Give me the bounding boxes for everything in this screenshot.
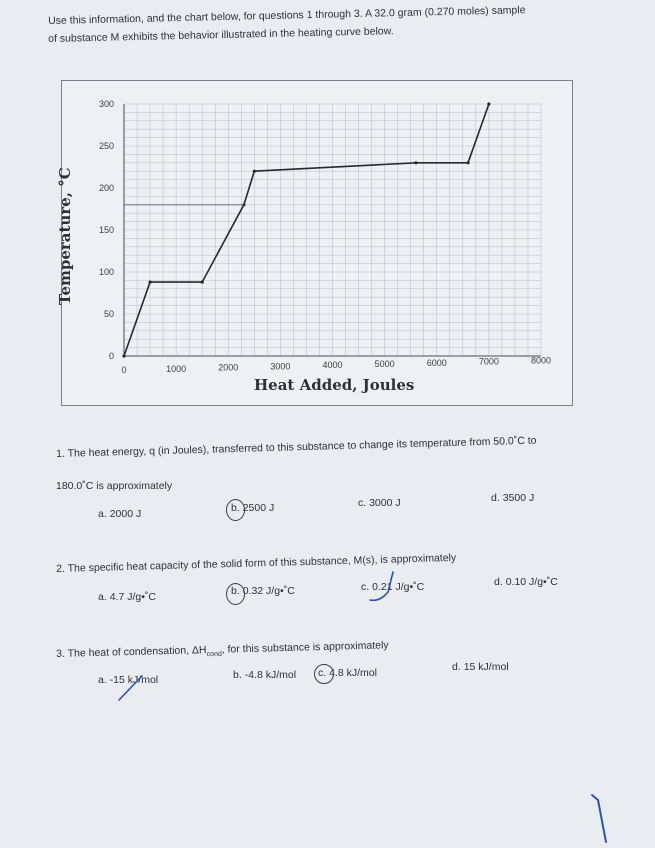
question-2-line-1	[56, 552, 456, 575]
x-tick-label: 8000	[530, 355, 552, 366]
intro-line-1: Use this information, and the chart below, for questions 1 through 3. A 32.0 gram (0.270 moles) sample	[48, 4, 526, 27]
option-text: -4.8 kJ/mol	[244, 669, 297, 681]
option-text: 2500 J	[242, 502, 275, 514]
option-text: 4.7 J/g•˚C	[109, 591, 156, 603]
question-1-option-a[interactable]	[98, 508, 141, 520]
x-tick-label: 1000	[166, 363, 187, 374]
x-tick-label: 6000	[426, 357, 447, 368]
option-text: 3500 J	[502, 492, 535, 504]
question-3-option-d[interactable]	[452, 661, 509, 673]
y-tick-label: 250	[98, 141, 114, 151]
question-3-subscript: cond	[206, 650, 222, 659]
question-2-number: 2.	[56, 562, 66, 575]
question-1-line-1	[56, 435, 537, 460]
option-letter: c.	[361, 581, 370, 593]
question-3-text: The heat of condensation, ΔH	[67, 644, 207, 660]
y-tick-label: 100	[98, 267, 114, 277]
intro-line-2: of substance M exhibits the behavior illustrated in the heating curve below.	[48, 25, 394, 45]
y-tick-label: 150	[98, 225, 114, 235]
option-text: 2000 J	[109, 508, 142, 520]
x-tick-label: 7000	[478, 356, 499, 367]
option-letter: a.	[98, 674, 107, 686]
y-tick-label: 200	[98, 183, 114, 193]
option-text: -15 kJ/mol	[109, 674, 159, 686]
option-letter: b.	[233, 669, 242, 681]
question-3-number: 3.	[56, 647, 66, 660]
option-letter: c.	[358, 497, 367, 509]
question-1-number: 1.	[56, 447, 66, 460]
answer-circle-q1	[226, 499, 245, 521]
option-letter: d.	[494, 576, 503, 588]
option-text: 4.8 kJ/mol	[329, 667, 377, 679]
y-axis-label: Temperature, °C	[56, 167, 74, 305]
x-tick-label: 4000	[322, 360, 343, 371]
option-text: 0.10 J/g•˚C	[505, 576, 558, 588]
question-2-option-a[interactable]	[98, 591, 156, 603]
answer-circle-q2	[226, 583, 245, 605]
x-tick-label: 3000	[270, 361, 291, 372]
question-1-option-d[interactable]	[491, 492, 534, 504]
chart-frame	[61, 80, 573, 406]
option-letter: b.	[231, 585, 240, 597]
question-1-text: The heat energy, q (in Joules), transferred to this substance to change its temperature from 50.0˚C to	[67, 434, 537, 460]
option-text: 0.32 J/g•˚C	[242, 585, 295, 597]
x-tick-label: 0	[121, 365, 127, 375]
x-axis-label: Heat Added, Joules	[254, 376, 415, 394]
y-tick-label: 50	[103, 309, 114, 319]
answer-circle-q3	[314, 664, 334, 684]
option-letter: d.	[491, 492, 500, 504]
x-tick-label: 2000	[218, 362, 239, 373]
option-letter: b.	[231, 502, 240, 514]
question-2-option-c[interactable]	[361, 581, 424, 593]
question-3-option-a[interactable]	[98, 674, 158, 686]
x-tick-label: 5000	[374, 359, 395, 369]
option-letter: d.	[452, 661, 461, 673]
question-2-option-d[interactable]	[494, 576, 558, 588]
option-text: 0.21 J/g•˚C	[372, 581, 425, 593]
option-text: 3000 J	[369, 497, 401, 509]
option-letter: c.	[318, 667, 327, 679]
question-3-text-end: , for this substance is approximately	[221, 639, 389, 656]
option-text: 15 kJ/mol	[463, 661, 509, 673]
y-tick-label: 0	[108, 351, 114, 361]
pen-stroke-margin	[592, 795, 606, 842]
option-letter: a.	[98, 508, 107, 520]
question-1-option-c[interactable]	[358, 497, 401, 509]
question-1-line-2: 180.0˚C is approximately	[56, 480, 173, 492]
question-3-line-1	[56, 639, 389, 662]
option-letter: a.	[98, 591, 107, 603]
question-3-option-b[interactable]	[233, 669, 296, 681]
question-2-text: The specific heat capacity of the solid form of this substance, M(s), is approximately	[67, 551, 457, 575]
y-tick-label: 300	[98, 99, 114, 109]
